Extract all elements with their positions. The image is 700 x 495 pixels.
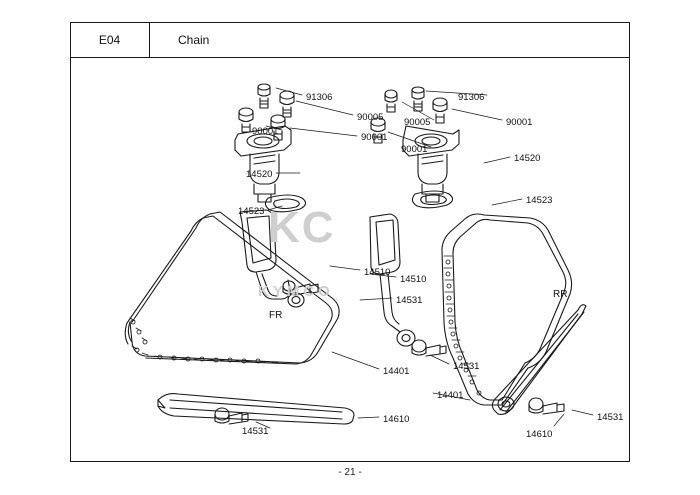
icon-blade-14610-front (158, 394, 354, 424)
leader-lines (256, 88, 593, 428)
part-label-14510-right: 14510 (400, 274, 427, 285)
part-label-14523-right: 14523 (526, 195, 553, 206)
part-label-90001-left2: 90001 (361, 132, 388, 143)
icon-bolt-90005-right (385, 90, 397, 112)
watermark-brand: KYMCO (258, 283, 334, 300)
part-label-14610-left: 14610 (383, 414, 410, 425)
part-label-14523-left: 14523 (238, 206, 265, 217)
front-side-label: FR (269, 310, 283, 321)
section-title-label: Chain (178, 32, 210, 47)
icon-bolt-14531-blade-front (215, 408, 248, 424)
page-number: - 21 - (338, 467, 362, 478)
section-code-label: E04 (98, 32, 121, 47)
part-label-14401-right: 14401 (437, 390, 464, 401)
part-label-14401-left: 14401 (383, 366, 410, 377)
part-label-90005-left: 90005 (357, 112, 384, 123)
icon-bolt-90001-right (433, 98, 447, 123)
part-label-14531-top: 14531 (396, 295, 423, 306)
icon-tensioner-14520-left (235, 126, 291, 202)
part-label-14610-right: 14610 (526, 429, 553, 440)
icon-bolt-90001-left (239, 108, 253, 132)
part-label-14520-left: 14520 (246, 169, 273, 180)
part-label-14531-bottom: 14531 (242, 426, 269, 437)
part-label-90001-right2: 90001 (401, 144, 428, 155)
watermark-logo: KC (268, 203, 336, 252)
icon-bolt-91306-left (258, 84, 270, 108)
part-label-91306-left: 91306 (306, 92, 333, 103)
part-label-90005-right: 90005 (404, 117, 431, 128)
icon-chain-links-rear (444, 256, 481, 395)
part-label-91306-right: 91306 (458, 92, 485, 103)
part-label-14510-left: 14510 (364, 267, 391, 278)
part-label-14531-right: 14531 (597, 412, 624, 423)
rear-side-label: RR (553, 289, 568, 300)
part-label-90001-right: 90001 (506, 117, 533, 128)
parts-illustration (70, 22, 630, 462)
part-label-90001-left: 90001 (252, 126, 279, 137)
icon-bolt-91306-right (412, 87, 424, 111)
icon-chain-14401-rear (442, 214, 572, 405)
icon-bolt-90005-left (280, 91, 294, 117)
part-label-14520-right: 14520 (514, 153, 541, 164)
part-label-14531-mid: 14531 (453, 361, 480, 372)
icon-bolt-14531-rear-guide (412, 340, 446, 356)
